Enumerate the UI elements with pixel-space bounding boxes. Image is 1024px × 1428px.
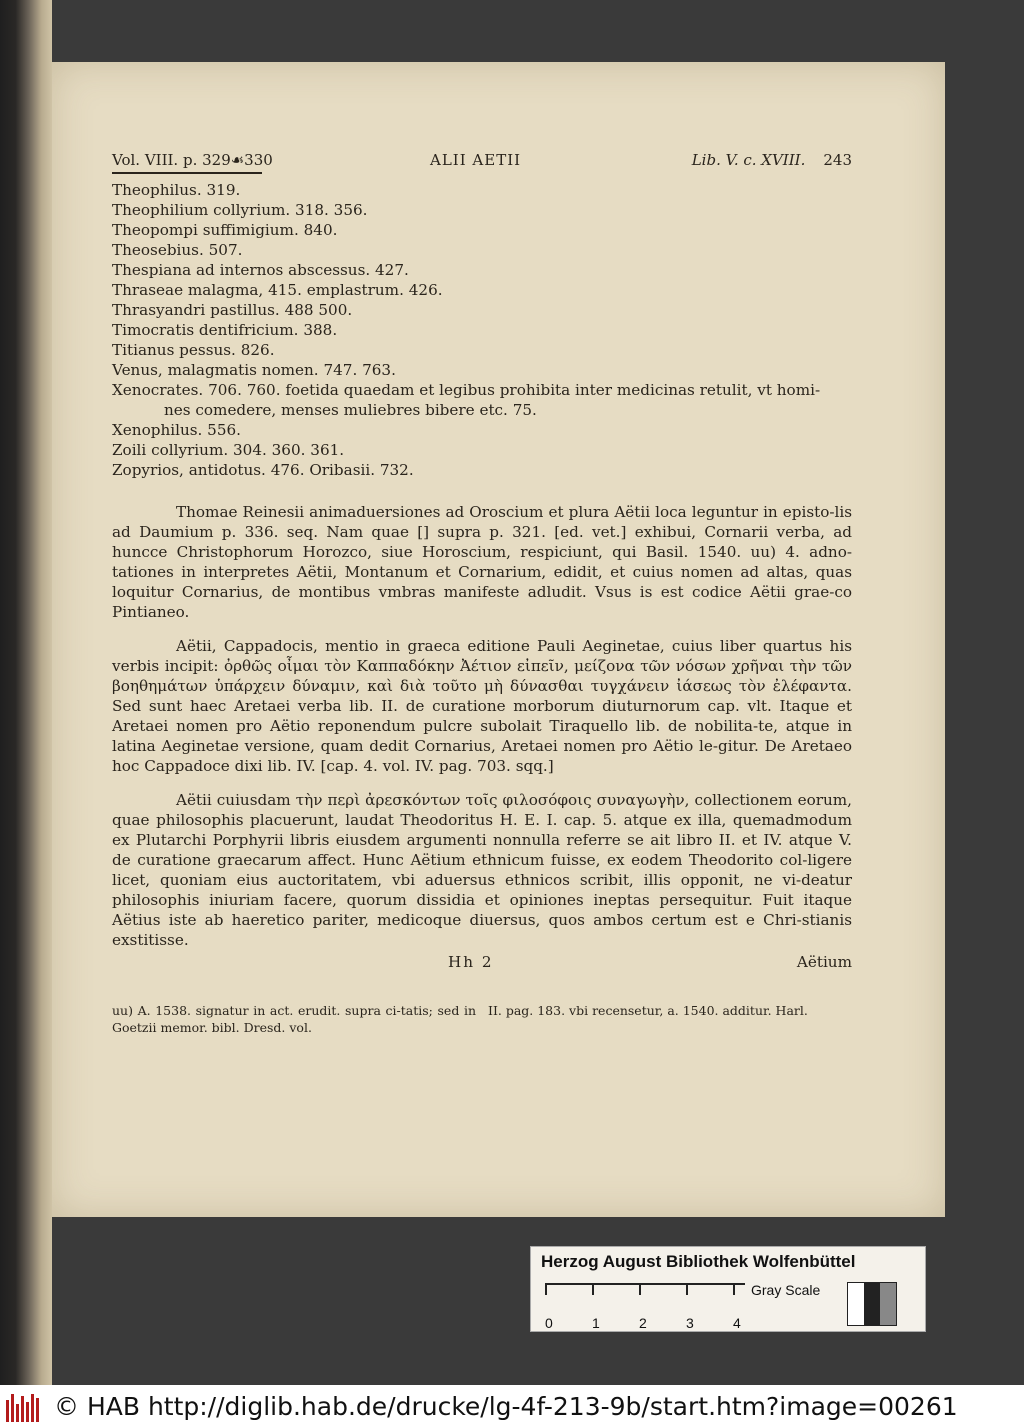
ruler-tick — [733, 1285, 735, 1295]
ruler-tick — [592, 1285, 594, 1295]
gray-white — [848, 1283, 864, 1325]
paragraph-aetius-cappadocis: Aëtii, Cappadocis, mentio in graeca editione Pauli Aeginetae, cuius liber quartus his verbis incipit: ὀρθῶς οἶμαι τὸν Καππαδόκην Ἀέτιον εἰπεῖν, μείζονα τῶν νόσων χρῆναι τὴν τῶν βοηθημάτων ὑπάρχειν δύναμιν, καὶ διὰ τοῦτο μὴ δύνασθαι τυγχάνειν ἰάσεως τὸν ἐλέφαντα. Sed sunt haec Aretaei verba lib. II. de curatione morborum diuturnorum cap. vlt. Itaque et Aretaei nomen pro Aëtio reponendum pulcre subolait Tiraquello lib. de nobilita-te, atque in latina Aeginetae versione, quam dedit Cornarius, Aretaei nomen pro Aëtio le-gitur. De Aretaeo hoc Cappadoce dixi lib. IV. [cap. 4. vol. IV. pag. 703. sqq.] — [112, 637, 852, 775]
signature-mark: Hh 2 — [448, 953, 494, 971]
ruler-label: 4 — [733, 1315, 741, 1331]
ruler-tick — [545, 1285, 547, 1295]
running-head-left — [112, 150, 273, 174]
underline-rule — [112, 172, 262, 174]
index-entry: Theophilus. 319. — [112, 181, 241, 199]
paragraph-reinesius: Thomae Reinesii animaduersiones ad Oroscium et plura Aëtii loca leguntur in episto-lis ad Daumium p. 336. seq. Nam quae [] supra p. 321. [ed. vet.] exhibui, Cornarii verba, ad huncce Christophorum Horozco, siue Horoscium, respiciunt, qui Basil. 1540. uu) 4. adno-tationes in interpretes Aëtii, Montanum et Cornarium, edidit, et cuius nomen ad altas, quas loquitur Cornarius, de montibus vmbras manifeste adludit. Vsus is est codice Aëtii grae-co Pintianeo. — [112, 503, 852, 621]
index-entry: Xenocrates. 706. 760. foetida quaedam et legibus prohibita inter medicinas retulit, vt homi- — [112, 381, 821, 399]
signature-line — [112, 952, 852, 974]
ruler-label: 1 — [592, 1315, 600, 1331]
gray-black — [864, 1283, 880, 1325]
footnotes — [112, 1002, 852, 1036]
index-list — [112, 180, 852, 480]
page-text-block — [112, 150, 852, 974]
index-entry: Titianus pessus. 826. — [112, 341, 275, 359]
ruler-label: 3 — [686, 1315, 694, 1331]
book-page — [52, 62, 945, 1217]
index-entry: Theosebius. 507. — [112, 241, 243, 259]
footnote-right: II. pag. 183. vbi recensetur, a. 1540. additur. Harl. — [488, 1003, 808, 1018]
running-head — [112, 150, 852, 176]
index-entry: Thraseae malagma, 415. emplastrum. 426. — [112, 281, 443, 299]
index-entry: Timocratis dentifricium. 388. — [112, 321, 338, 339]
gray-scale-patch — [847, 1282, 897, 1326]
index-entry: Xenophilus. 556. — [112, 421, 241, 439]
gray-scale-label: Gray Scale — [751, 1282, 821, 1298]
volume-reference: Vol. VIII. p. 329☙330 — [112, 151, 273, 169]
running-head-title: ALII AETII — [430, 151, 522, 169]
index-entry: Thespiana ad internos abscessus. 427. — [112, 261, 409, 279]
footnote-left: uu) A. 1538. signatur in act. erudit. supra ci-tatis; sed in Goetzii memor. bibl. Dresd. vol. — [112, 1003, 476, 1035]
page-number: 243 — [823, 151, 852, 169]
index-entry-continuation-text: nes comedere, menses muliebres bibere etc. 75. — [164, 401, 537, 419]
footer-bar — [0, 1385, 1024, 1428]
index-entry: Theopompi suffimigium. 840. — [112, 221, 338, 239]
index-entry: Zoili collyrium. 304. 360. 361. — [112, 441, 345, 459]
running-head-right — [692, 150, 852, 170]
ruler-label: 0 — [545, 1315, 553, 1331]
library-stamp — [530, 1246, 926, 1332]
gray-mid — [880, 1283, 896, 1325]
book-binding-edge — [0, 0, 52, 1385]
index-entry: Venus, malagmatis nomen. 747. 763. — [112, 361, 396, 379]
index-entry: Thrasyandri pastillus. 488 500. — [112, 301, 353, 319]
library-name: Herzog August Bibliothek Wolfenbüttel — [541, 1252, 856, 1271]
ruler-tick — [639, 1285, 641, 1295]
ruler-tick — [686, 1285, 688, 1295]
catchword: Aëtium — [796, 953, 852, 971]
ruler-label: 2 — [639, 1315, 647, 1331]
hab-logo-icon — [6, 1392, 46, 1422]
paragraph-aetius-philosophus: Aëtii cuiusdam τὴν περὶ ἀρεσκόντων τοῖς φιλοσόφοις συναγωγὴν, collectionem eorum, quae philosophis placuerunt, laudat Theodoritus H. E. I. cap. 5. atque ex illa, quemadmodum ex Plutarchi Porphyrii libris eiusdem argumenti nonnulla referre se ait libro II. et IV. atque V. de curatione graecarum affect. Hunc Aëtium ethnicum fuisse, ex eodem Theodorito col-ligere licet, quoniam eius auctoritatem, vbi aduersus ethnicos scribit, illis opponit, ne vi-deatur philosophis iniuriam facere, quorum dissidia et opiniones ineptas persequitur. Fuit itaque Aëtius iste ab haeretico pariter, medicoque diuersus, quos ambos certum est e Chri-stianis exstitisse. — [112, 791, 852, 949]
index-entry: Theophilium collyrium. 318. 356. — [112, 201, 368, 219]
index-entry-continuation — [112, 400, 852, 420]
copyright-url[interactable]: © HAB http://diglib.hab.de/drucke/lg-4f-213-9b/start.htm?image=00261 — [54, 1392, 958, 1421]
book-chapter-reference: Lib. V. c. XVIII. — [691, 151, 806, 169]
centimeter-ruler — [545, 1285, 745, 1331]
index-entry: Zopyrios, antidotus. 476. Oribasii. 732. — [112, 461, 414, 479]
